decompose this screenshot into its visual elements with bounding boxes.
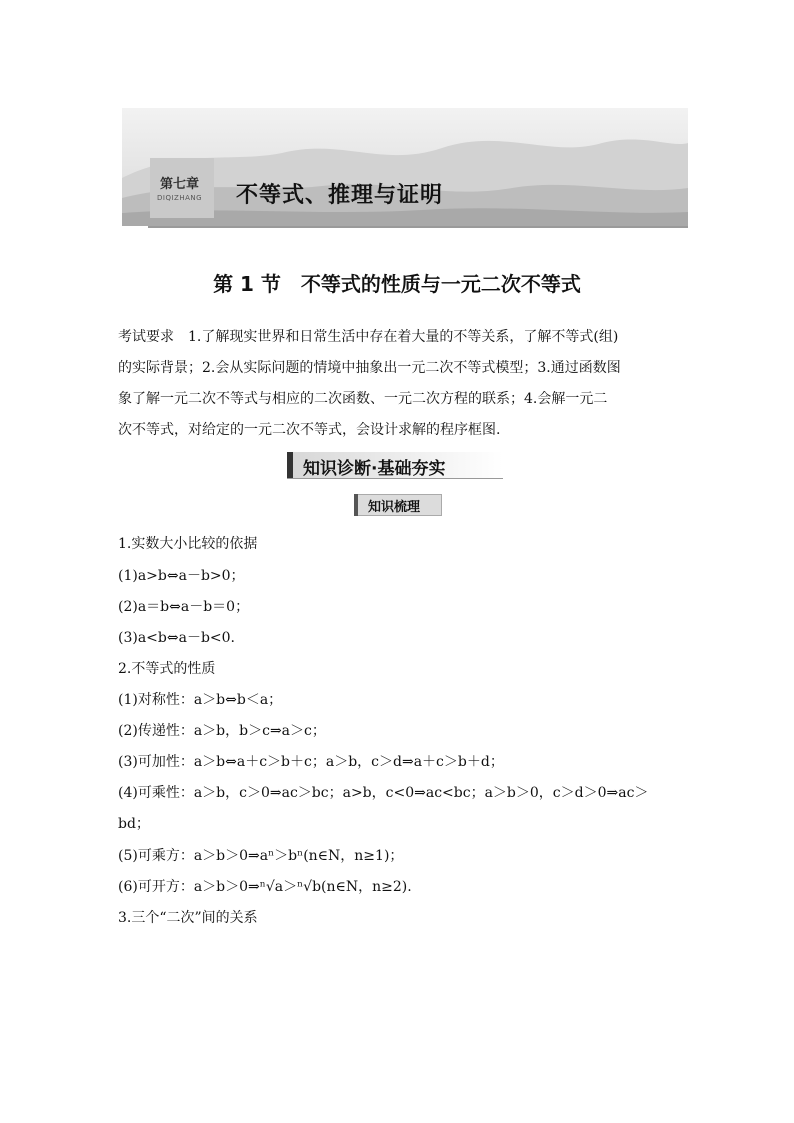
- list-item: 2.不等式的性质: [118, 661, 216, 677]
- requirement-line: 的实际背景；2.会从实际问题的情境中抽象出一元二次不等式模型；3.通过函数图: [118, 360, 621, 376]
- requirement-line: 次不等式，对给定的一元二次不等式，会设计求解的程序框图.: [118, 422, 501, 438]
- exam-requirements: [118, 322, 678, 446]
- list-item: (3)可加性：a＞b⇔a＋c＞b＋c；a＞b，c＞d⇒a＋c＞b＋d；: [118, 754, 504, 770]
- section-band-marker: [287, 452, 293, 478]
- banner-underline: [148, 226, 688, 228]
- list-item: (4)可乘性：a＞b，c＞0⇒ac＞bc；a>b，c<0⇒ac<bc；a＞b＞0，c＞d＞0⇒ac＞: [118, 785, 649, 801]
- list-item: (2)传递性：a＞b，b＞c⇒a＞c；: [118, 723, 326, 739]
- chapter-pinyin: DIQIZHANG: [157, 194, 203, 202]
- list-item: (3)a<b⇔a－b<0.: [118, 630, 235, 646]
- chapter-title: 不等式、推理与证明: [236, 183, 444, 208]
- list-item: (6)可开方：a＞b＞0⇒ⁿ√a＞ⁿ√b(n∈N，n≥2).: [118, 879, 412, 895]
- subsection-band-title: 知识梳理: [368, 500, 421, 515]
- list-item: bd；: [118, 816, 150, 832]
- subsection-band-marker: [354, 494, 358, 516]
- list-item: (1)a>b⇔a－b>0；: [118, 568, 245, 584]
- section-title: 第 1 节 不等式的性质与一元二次不等式: [213, 272, 581, 296]
- section-band-title: 知识诊断·基础夯实: [303, 459, 446, 479]
- list-item: 3.三个“二次”间的关系: [118, 910, 258, 926]
- list-item: 1.实数大小比较的依据: [118, 536, 258, 552]
- list-item: (2)a＝b⇔a－b＝0；: [118, 599, 250, 615]
- chapter-label: 第七章: [160, 177, 200, 192]
- list-item: (5)可乘方：a＞b＞0⇒aⁿ＞bⁿ(n∈N，n≥1)；: [118, 848, 404, 864]
- requirement-line: 象了解一元二次不等式与相应的二次函数、一元二次方程的联系；4.会解一元二: [118, 391, 608, 407]
- requirement-line: 考试要求 1.了解现实世界和日常生活中存在着大量的不等关系，了解不等式(组): [118, 329, 619, 345]
- list-item: (1)对称性：a＞b⇔b＜a；: [118, 692, 283, 708]
